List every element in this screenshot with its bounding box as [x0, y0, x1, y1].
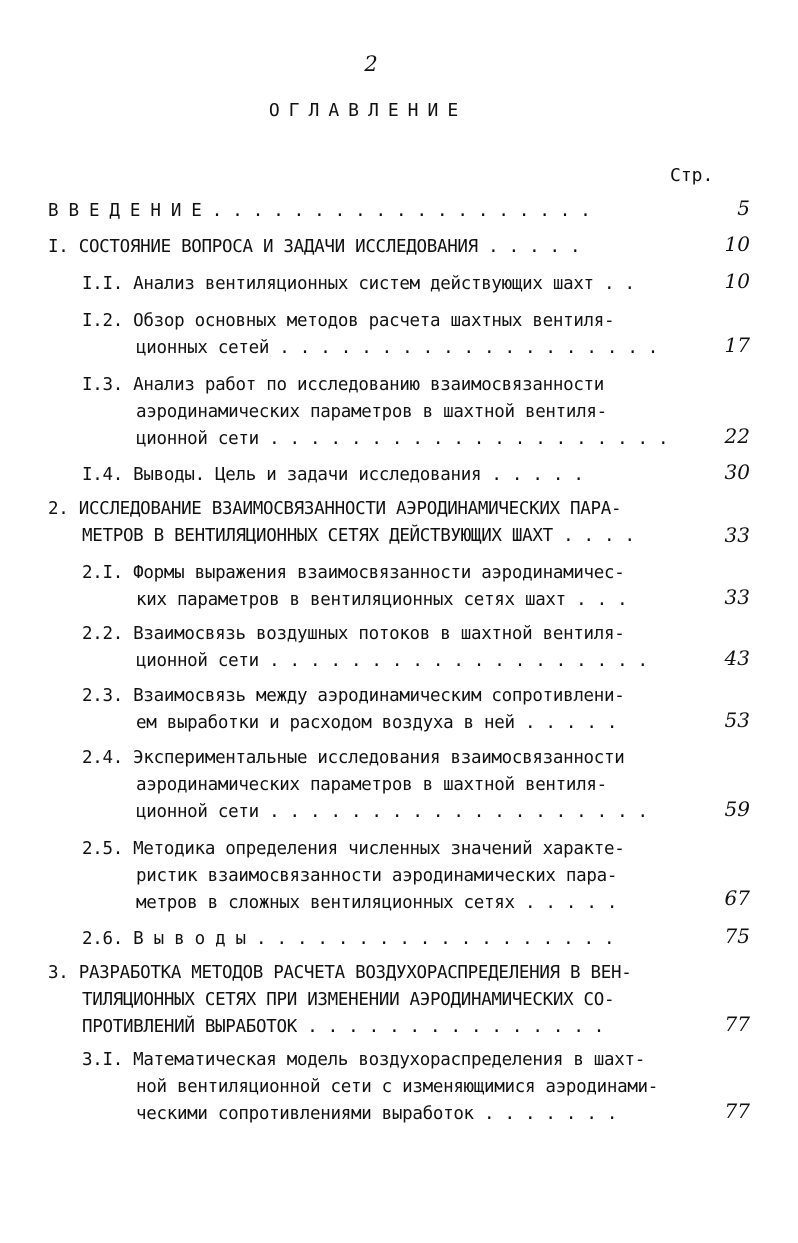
toc-entry-page: 17 — [724, 333, 750, 357]
toc-entry-page: 77 — [724, 1099, 750, 1123]
toc-entry-line: МЕТРОВ В ВЕНТИЛЯЦИОННЫХ СЕТЯХ ДЕЙСТВУЮЩИХ ШАХТ . . . . — [82, 526, 635, 546]
toc-entry-line: 3.I. Математическая модель воздухораспределения в шахт- — [82, 1050, 645, 1070]
page-title: ОГЛАВЛЕНИЕ — [268, 100, 468, 121]
toc-entry-page: 67 — [724, 886, 750, 910]
toc-entry-page: 59 — [724, 797, 750, 821]
toc-entry-line: ционной сети . . . . . . . . . . . . . . . . . . . — [136, 802, 648, 822]
toc-entry-line: ционной сети . . . . . . . . . . . . . . . . . . . . — [136, 429, 669, 449]
toc-entry-page: 75 — [724, 924, 750, 948]
toc-entry-line: ческими сопротивлениями выработок . . . . . . . — [136, 1104, 618, 1124]
toc-entry-line: I.4. Выводы. Цель и задачи исследования . . . . . — [82, 465, 584, 485]
toc-entry-page: 30 — [724, 460, 750, 484]
toc-entry-line: ТИЛЯЦИОННЫХ СЕТЯХ ПРИ ИЗМЕНЕНИИ АЭРОДИНАМИЧЕСКИХ СО- — [82, 990, 615, 1010]
toc-entry-page: 43 — [724, 646, 750, 670]
toc-entry-line: ционных сетей . . . . . . . . . . . . . . . . . . . — [136, 338, 659, 358]
page-number: 2 — [364, 52, 378, 76]
toc-entry-page: 77 — [724, 1012, 750, 1036]
toc-entry-line: 2.2. Взаимосвязь воздушных потоков в шахтной вентиля- — [82, 624, 625, 644]
toc-entry-line: I.3. Анализ работ по исследованию взаимосвязанности — [82, 375, 605, 395]
toc-entry-page: 33 — [724, 523, 750, 547]
toc-entry-line: аэродинамических параметров в шахтной вентиля- — [136, 402, 607, 422]
toc-entry-page: 10 — [724, 269, 750, 293]
toc-entry-page: 33 — [724, 585, 750, 609]
toc-entry-line: 2. ИССЛЕДОВАНИЕ ВЗАИМОСВЯЗАННОСТИ АЭРОДИНАМИЧЕСКИХ ПАРА- — [48, 499, 622, 519]
toc-entry-line: I. СОСТОЯНИЕ ВОПРОСА И ЗАДАЧИ ИССЛЕДОВАНИЯ . . . . . — [48, 237, 581, 257]
toc-entry-page: 53 — [724, 708, 750, 732]
toc-entry-line: 2.I. Формы выражения взаимосвязанности аэродинамичес- — [82, 563, 625, 583]
toc-entry-line: метров в сложных вентиляционных сетях . . . . . — [136, 893, 618, 913]
toc-entry-line: I.I. Анализ вентиляционных систем действующих шахт . . — [82, 274, 635, 294]
toc-entry-line: ких параметров в вентиляционных сетях шахт . . . — [136, 590, 628, 610]
toc-entry-line: аэродинамических параметров в шахтной вентиля- — [136, 775, 607, 795]
toc-entry-line: ной вентиляционной сети с изменяющимися аэродинами- — [136, 1077, 659, 1097]
toc-entry-page: 22 — [724, 424, 750, 448]
toc-entry-line: I.2. Обзор основных методов расчета шахтных вентиля- — [82, 311, 615, 331]
toc-entry-line: 2.6. В ы в о д ы . . . . . . . . . . . . . . . . . . — [82, 929, 615, 949]
toc-entry-line: 2.4. Экспериментальные исследования взаимосвязанности — [82, 748, 625, 768]
toc-entry-page: 10 — [724, 232, 750, 256]
toc-entry-line: 3. РАЗРАБОТКА МЕТОДОВ РАСЧЕТА ВОЗДУХОРАСПРЕДЕЛЕНИЯ В ВЕН- — [48, 963, 632, 983]
toc-entry-line: ПРОТИВЛЕНИЙ ВЫРАБОТОК . . . . . . . . . . . . . . . — [82, 1017, 605, 1037]
toc-entry-page: 5 — [737, 196, 750, 220]
toc-entry-line: 2.5. Методика определения численных значений характе- — [82, 839, 625, 859]
toc-entry-line: В В Е Д Е Н И Е . . . . . . . . . . . . . . . . . . . — [48, 201, 591, 221]
toc-entry-line: ристик взаимосвязанности аэродинамических пара- — [136, 866, 618, 886]
page-column-label: Стр. — [670, 165, 714, 186]
toc-entry-line: 2.3. Взаимосвязь между аэродинамическим сопротивлени- — [82, 686, 625, 706]
toc-entry-line: ем выработки и расходом воздуха в ней . . . . . — [136, 713, 618, 733]
toc-entry-line: ционной сети . . . . . . . . . . . . . . . . . . . — [136, 651, 648, 671]
